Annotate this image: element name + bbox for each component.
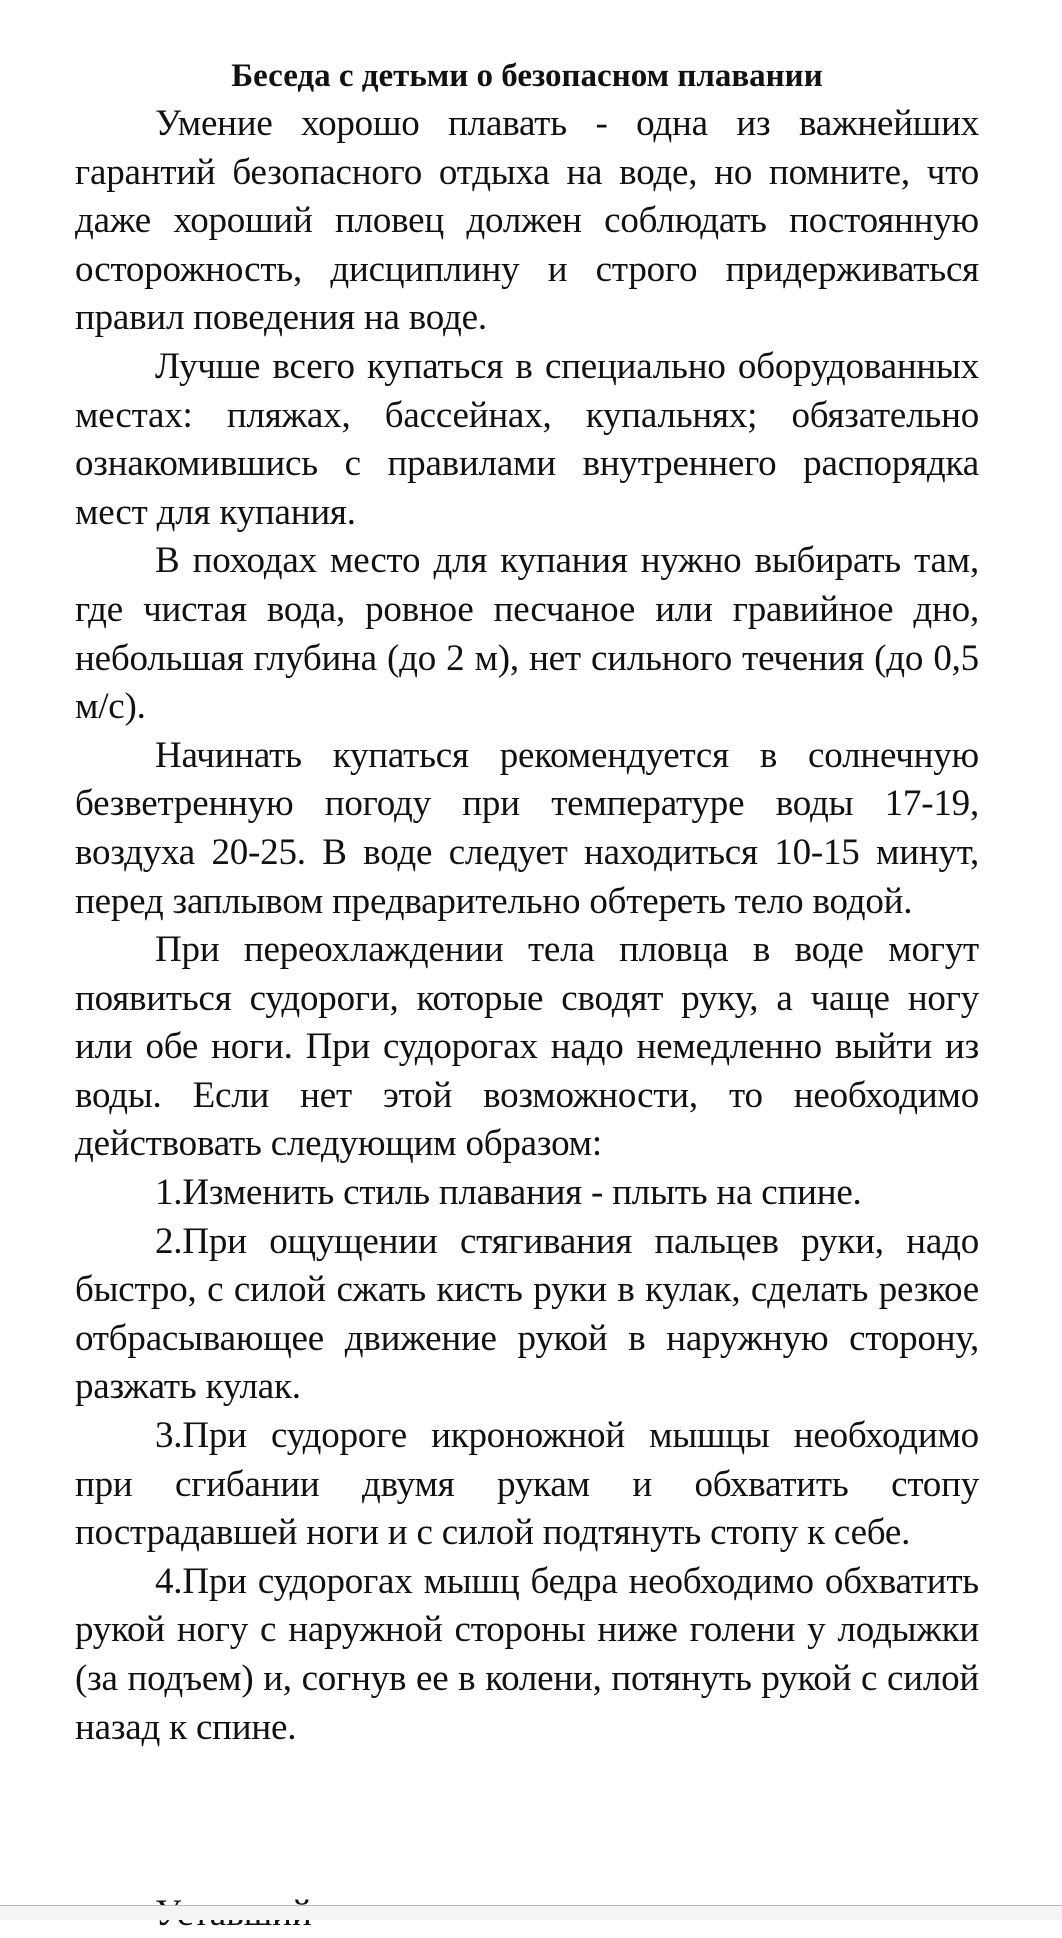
paragraph: Лучше всего купаться в специально оборудованных местах: пляжах, бассейнах, купальнях; обязательно ознакомившись с правилами внутреннего распорядка мест для купания. [75, 345, 979, 533]
document-title: Беседа с детьми о безопасном плавании [231, 58, 823, 94]
paragraph: Умение хорошо плавать - одна из важнейших гарантий безопасного отдыха на воде, но помните, что даже хороший пловец должен соблюдать постоянную осторожность, дисциплину и строго придерживаться правил поведения на воде. [75, 103, 979, 339]
cut-off-text-fragment [155, 1890, 312, 1906]
document-body [75, 52, 979, 1752]
paragraph: При переохлаждении тела пловца в воде могут появиться судороги, которые сводят руку, а чаще ногу или обе ноги. При судорогах надо немедленно выйти из воды. Если нет этой возможности, то необходимо действовать следующим образом: [75, 929, 979, 1165]
list-item: 1.Изменить стиль плавания - плыть на спине. [155, 1172, 862, 1214]
paragraph: Начинать купаться рекомендуется в солнечную безветренную погоду при температуре воды 17-19, воздуха 20-25. В воде следует находиться 10-15 минут, перед заплывом предварительно обтереть тело водой. [75, 734, 979, 922]
page-gap [0, 1906, 1062, 1920]
list-item: 4.При судорогах мышц бедра необходимо обхватить рукой ногу с наружной стороны ниже голени у лодыжки (за подъем) и, согнув ее в колени, потянуть рукой с силой назад к спине. [75, 1560, 979, 1748]
list-item: 2.При ощущении стягивания пальцев руки, надо быстро, с силой сжать кисть руки в кулак, сделать резкое отбрасывающее движение рукой в наружную сторону, разжать кулак. [75, 1220, 979, 1408]
paragraph: В походах место для купания нужно выбирать там, где чистая вода, ровное песчаное или гравийное дно, небольшая глубина (до 2 м), нет сильного течения (до 0,5 м/с). [75, 540, 979, 728]
list-item: 3.При судороге икроножной мышцы необходимо при сгибании двумя рукам и обхватить стопу пострадавшей ноги и с силой подтянуть стопу к себе. [75, 1415, 979, 1554]
